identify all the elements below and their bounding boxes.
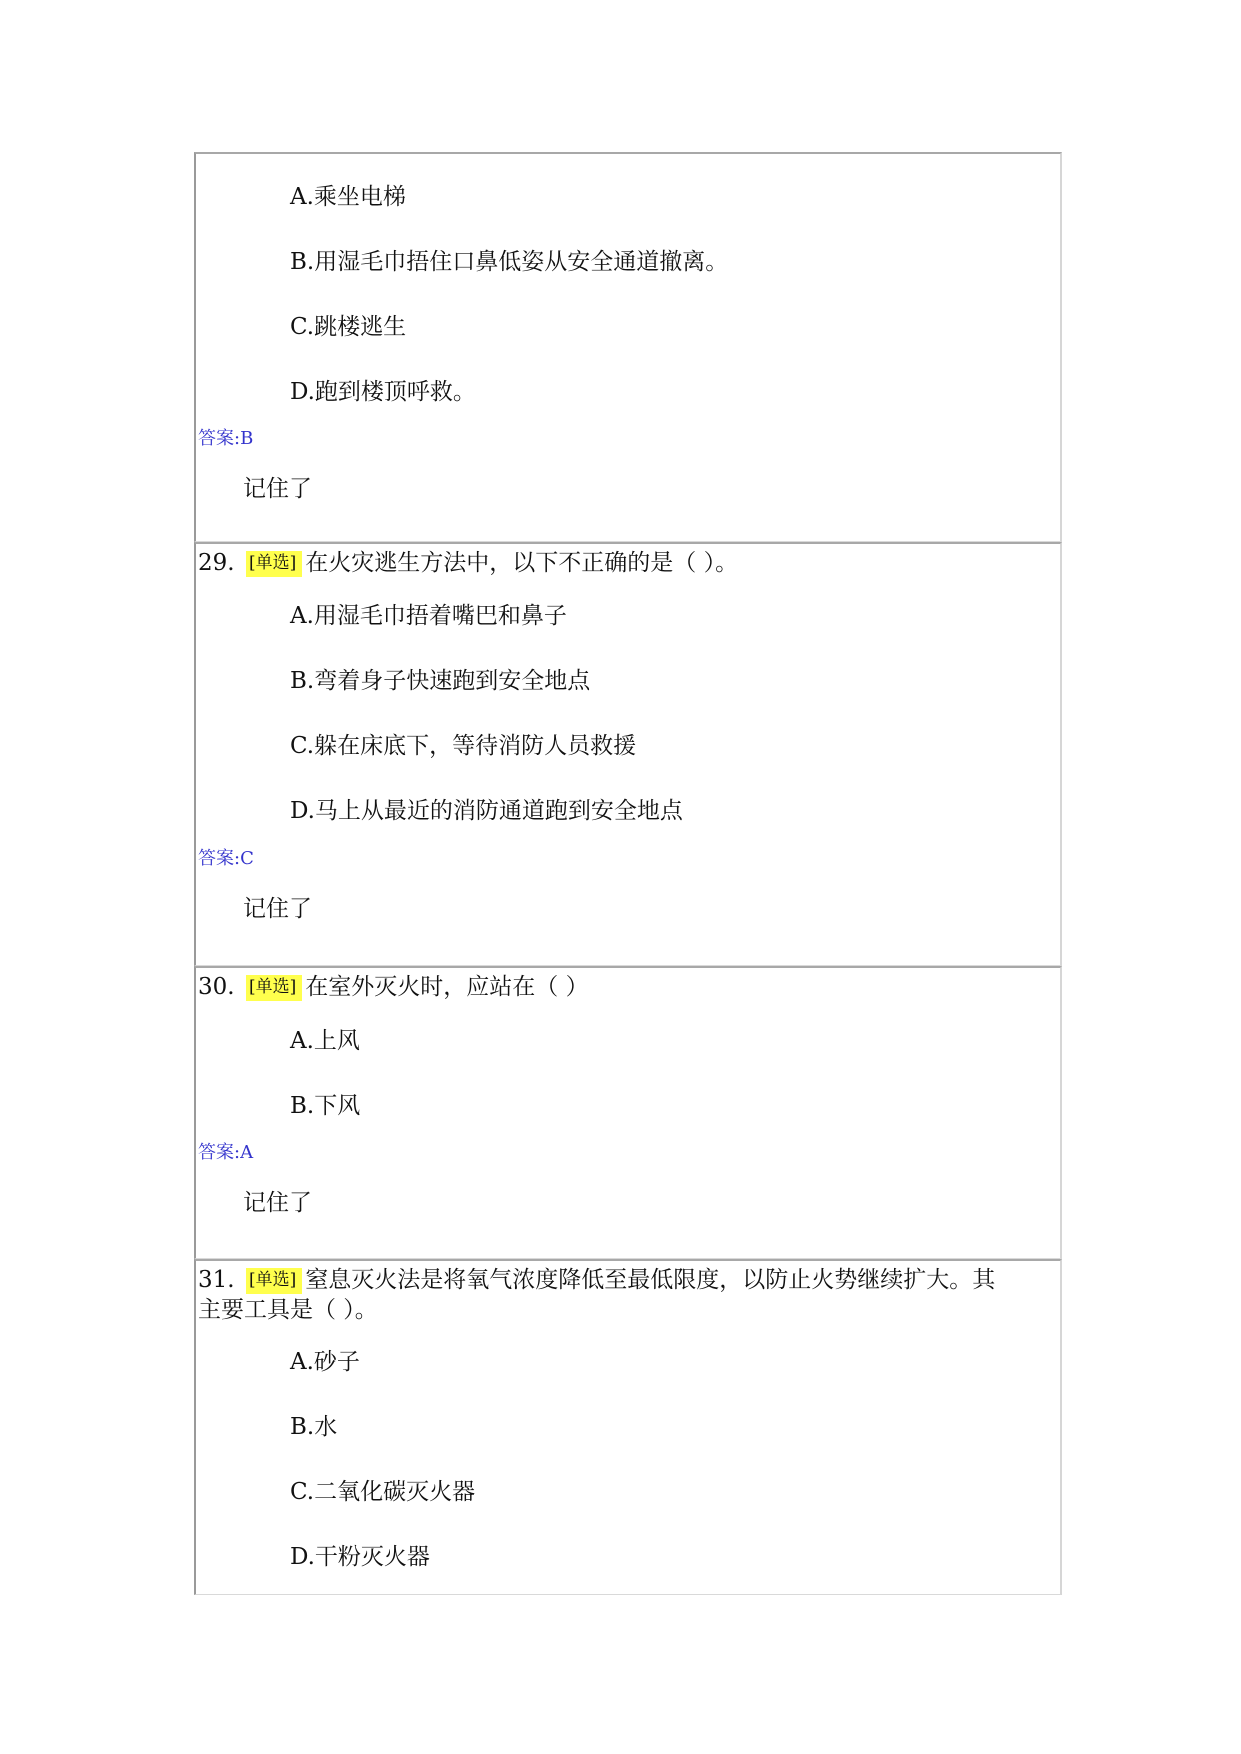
answer-label: 答案:B xyxy=(198,428,254,449)
option-a: A.砂子 xyxy=(290,1349,360,1375)
question-text: 在室外灭火时，应站在（ ） xyxy=(305,974,589,1000)
option-a: A.乘坐电梯 xyxy=(290,184,406,210)
option-b: B.下风 xyxy=(290,1093,361,1119)
question-block xyxy=(194,152,1062,542)
option-d: D.干粉灭火器 xyxy=(290,1544,430,1570)
question-type-tag: [单选] xyxy=(246,551,302,577)
option-d: D.马上从最近的消防通道跑到安全地点 xyxy=(290,798,683,824)
question-number: 29. xyxy=(198,550,235,576)
remember-text: 记住了 xyxy=(243,476,312,502)
question-text: 窒息灭火法是将氧气浓度降低至最低限度，以防止火势继续扩大。其 xyxy=(305,1267,996,1293)
option-c: C.跳楼逃生 xyxy=(290,314,407,340)
question-text: 在火灾逃生方法中，以下不正确的是（ ）。 xyxy=(305,550,739,576)
question-number: 31. xyxy=(198,1267,235,1293)
answer-label: 答案:C xyxy=(198,848,254,869)
option-a: A.用湿毛巾捂着嘴巴和鼻子 xyxy=(290,603,567,629)
option-b: B.弯着身子快速跑到安全地点 xyxy=(290,668,591,694)
remember-text: 记住了 xyxy=(243,1190,312,1216)
answer-label: 答案:A xyxy=(198,1142,254,1163)
option-c: C.二氧化碳灭火器 xyxy=(290,1479,476,1505)
question-type-tag: [单选] xyxy=(246,1268,302,1294)
question-block xyxy=(194,1259,1062,1595)
question-block xyxy=(194,542,1062,966)
remember-text: 记住了 xyxy=(243,896,312,922)
question-line xyxy=(198,1265,995,1295)
option-b: B.水 xyxy=(290,1414,338,1440)
question-block xyxy=(194,966,1062,1259)
option-d: D.跑到楼顶呼救。 xyxy=(290,379,476,405)
option-b: B.用湿毛巾捂住口鼻低姿从安全通道撤离。 xyxy=(290,249,729,275)
question-number: 30. xyxy=(198,974,235,1000)
question-line xyxy=(198,548,738,578)
option-a: A.上风 xyxy=(290,1028,360,1054)
option-c: C.躲在床底下，等待消防人员救援 xyxy=(290,733,637,759)
question-line xyxy=(198,972,589,1002)
question-type-tag: [单选] xyxy=(246,975,302,1001)
question-text-continued: 主要工具是（ ）。 xyxy=(198,1297,378,1323)
